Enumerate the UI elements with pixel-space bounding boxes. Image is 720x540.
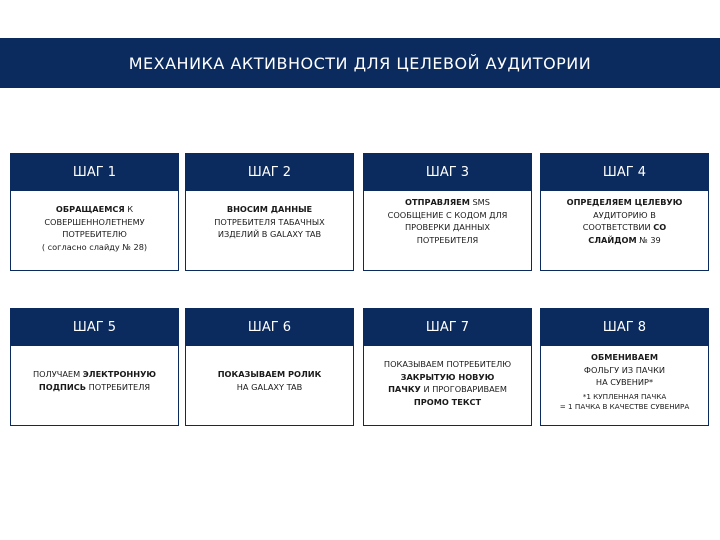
text-bold: ВНОСИМ ДАННЫЕ	[226, 204, 313, 214]
text-bold: СЛАЙДОМ	[588, 234, 637, 245]
text: ПОТРЕБИТЕЛЯ	[416, 234, 479, 245]
text-bold: ПАЧКУ	[388, 384, 421, 394]
text: SMS	[469, 197, 490, 207]
step-card-6	[185, 308, 354, 426]
text: ( согласно слайду № 28)	[41, 241, 148, 252]
text-bold: ПОКАЗЫВАЕМ РОЛИК	[217, 369, 322, 379]
step-description	[186, 346, 353, 393]
step-description	[364, 346, 531, 408]
text: НА GALAXY TAB	[236, 381, 303, 392]
step-label: ШАГ 5	[11, 309, 178, 346]
text-bold: ОПРЕДЕЛЯЕМ ЦЕЛЕВУЮ	[566, 197, 683, 207]
text-bold: ЭЛЕКТРОННУЮ	[82, 369, 157, 379]
text: ПОТРЕБИТЕЛЯ ТАБАЧНЫХ	[214, 216, 325, 227]
step-description	[541, 191, 708, 246]
text: СООБЩЕНИЕ С КОДОМ ДЛЯ	[387, 209, 508, 220]
step-label: ШАГ 1	[11, 154, 178, 191]
step-description	[11, 191, 178, 253]
text: И ПРОГОВАРИВАЕМ	[420, 384, 507, 394]
text-bold: ПОДПИСЬ	[38, 381, 86, 392]
text: НА СУВЕНИР*	[595, 377, 654, 387]
footnote	[545, 392, 704, 412]
text: СОВЕРШЕННОЛЕТНЕМУ	[44, 216, 145, 227]
step-description	[186, 191, 353, 241]
page-title: МЕХАНИКА АКТИВНОСТИ ДЛЯ ЦЕЛЕВОЙ АУДИТОРИИ	[128, 53, 592, 73]
step-description	[364, 191, 531, 246]
step-label: ШАГ 8	[541, 309, 708, 346]
text: = 1 ПАЧКА В КАЧЕСТВЕ СУВЕНИРА	[559, 401, 690, 411]
text: ПОТРЕБИТЕЛЮ	[62, 229, 127, 239]
text: К	[124, 204, 134, 214]
text: *1 КУПЛЕННАЯ ПАЧКА	[582, 391, 667, 401]
step-card-7	[363, 308, 532, 426]
step-card-1	[10, 153, 179, 271]
text-bold: ОТПРАВЛЯЕМ	[405, 197, 470, 207]
text: АУДИТОРИЮ В	[593, 209, 656, 220]
step-card-8	[540, 308, 709, 426]
text: ПОТРЕБИТЕЛЯ	[85, 381, 151, 392]
text: ФОЛЬГУ ИЗ ПАЧКИ	[583, 364, 666, 375]
step-card-3	[363, 153, 532, 271]
step-card-2	[185, 153, 354, 271]
step-label: ШАГ 2	[186, 154, 353, 191]
step-card-4	[540, 153, 709, 271]
step-label: ШАГ 6	[186, 309, 353, 346]
title-banner	[0, 38, 720, 88]
text-bold: ОБРАЩАЕМСЯ	[55, 204, 125, 214]
text: ПОЛУЧАЕМ	[32, 369, 83, 379]
step-label: ШАГ 7	[364, 309, 531, 346]
text: ПРОВЕРКИ ДАННЫХ	[405, 222, 490, 232]
step-description	[541, 346, 708, 412]
text-bold: ОБМЕНИВАЕМ	[591, 352, 658, 362]
text-bold: ПРОМО ТЕКСТ	[413, 396, 482, 407]
text-bold: ЗАКРЫТУЮ НОВУЮ	[400, 371, 495, 382]
step-description	[11, 346, 178, 393]
step-label: ШАГ 3	[364, 154, 531, 191]
text: № 39	[636, 234, 661, 245]
text: ПОКАЗЫВАЕМ ПОТРЕБИТЕЛЮ	[383, 359, 512, 369]
step-label: ШАГ 4	[541, 154, 708, 191]
step-card-5	[10, 308, 179, 426]
text: ИЗДЕЛИЙ В GALAXY TAB	[217, 229, 322, 239]
text-bold: СО	[653, 222, 667, 232]
text: СООТВЕТСТВИИ	[582, 222, 654, 232]
